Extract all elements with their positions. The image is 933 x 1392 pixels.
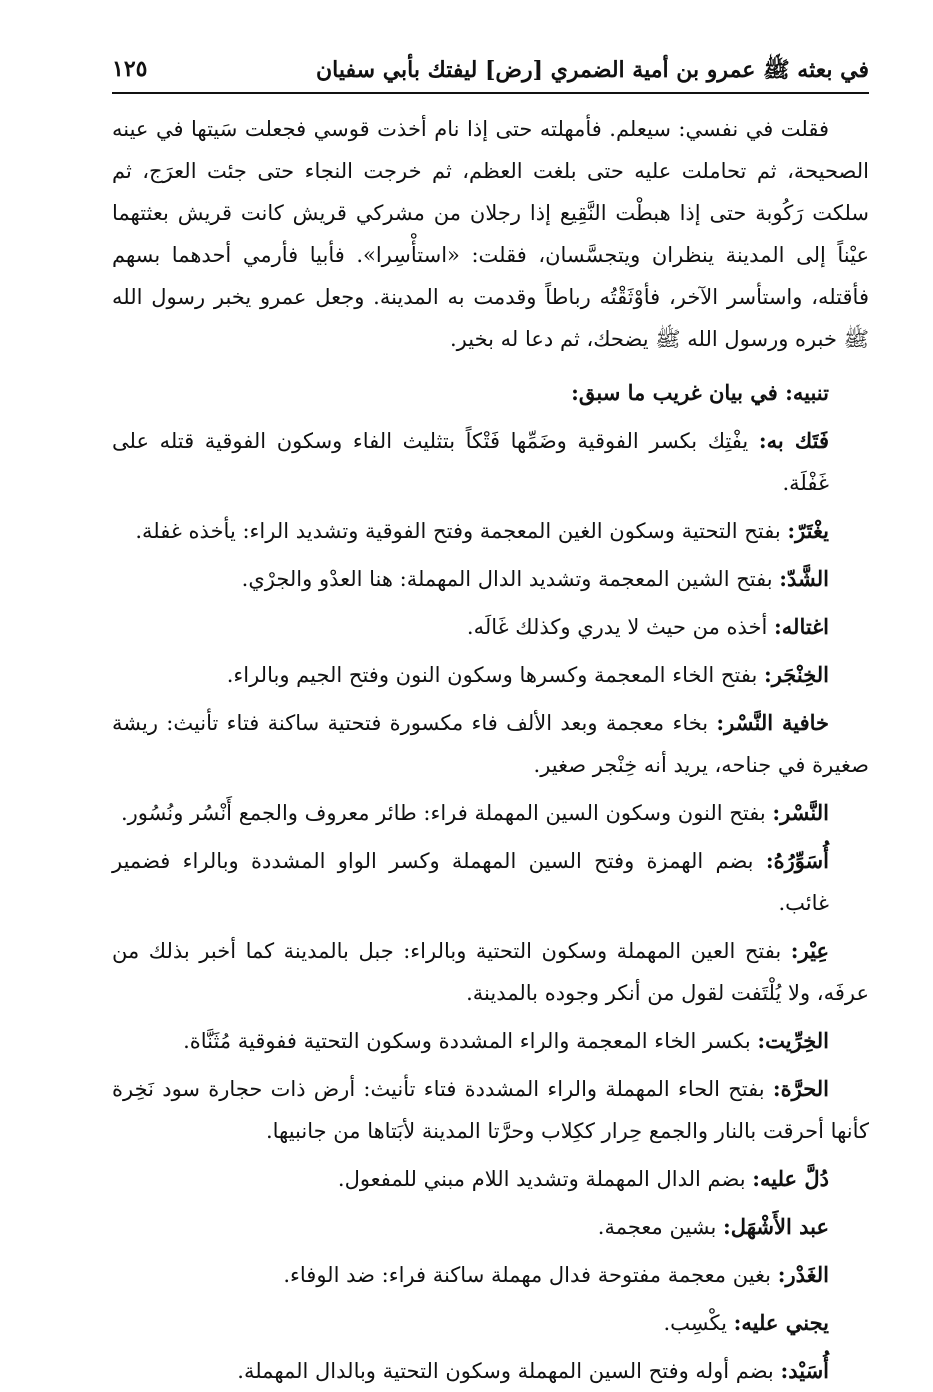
gloss-term: يجني عليه: (733, 1310, 829, 1335)
glossary-entry (112, 510, 869, 552)
gloss-term: الخِنْجَر: (763, 662, 829, 687)
gloss-definition: بضم الدال المهملة وتشديد اللام مبني للمفعول. (337, 1167, 753, 1191)
gloss-term: عِيْر: (790, 938, 829, 963)
gloss-definition: بفتح العين المهملة وسكون التحتية وبالراء: جبل بالمدينة كما أخبر بذلك من عرفَه، ولا يُلْتَفت لقول من أنكر وجوده بالمدينة. (112, 939, 869, 1005)
glossary-entry (112, 792, 869, 834)
glossary-entry (112, 1350, 869, 1392)
running-header (112, 52, 869, 94)
gloss-term: الخِرِّيت: (757, 1028, 829, 1053)
glossary-entry (112, 1254, 869, 1296)
note-heading: تنبيه: في بيان غريب ما سبق: (571, 380, 829, 405)
page-number: ١٢٥ (112, 56, 148, 82)
glossary-entry (112, 1158, 869, 1200)
glossary-entry (112, 654, 869, 696)
glossary-entry (112, 558, 869, 600)
gloss-definition: بغين معجمة مفتوحة فدال مهملة ساكنة فراء: ضد الوفاء. (283, 1263, 778, 1287)
gloss-term: دُلَّ عليه: (752, 1166, 829, 1191)
gloss-definition: بفتح الخاء المعجمة وكسرها وسكون النون وفتح الجيم وبالراء. (226, 663, 764, 687)
gloss-term: خافية النَّسْر: (716, 710, 830, 735)
chapter-title: في بعثه ﷺ عمرو بن أمية الضمري [رض] ليفتك بأبي سفيان (315, 57, 869, 83)
gloss-definition: بضم الهمزة وفتح السين المهملة وكسر الواو المشددة وبالراء فضمير غائب. (112, 849, 829, 915)
gloss-term: اغتاله: (774, 614, 829, 639)
gloss-definition: بضم أوله وفتح السين المهملة وسكون التحتية وبالدال المهملة. (237, 1359, 781, 1383)
gloss-definition: بخاء معجمة وبعد الألف فاء مكسورة فتحتية ساكنة فتاء تأنيث: ريشة صغيرة في جناحه، يريد أنه خِنْجر صغير. (112, 711, 869, 777)
narrative-paragraph: فقلت في نفسي: سيعلم. فأمهلته حتى إذا نام أخذت قوسي فجعلت سَيتها في عينه الصحيحة، ثم تحاملت عليه حتى بلغت العظم، ثم خرجت النجاء حتى جئت العرَج، ثم سلكت رَكُوبة حتى إذا هبطْت النَّقِيع إذا رجلان من مشركي قريش كانت قريش بعثتهما عيْناً إلى المدينة ينظران ويتجسَّسان، فقلت: «استأْسِرا». فأبيا فأرمي أحدهما بسهم فأقتله، واستأسر الآخر، فأوْثَقْتُه رباطاً وقدمت به المدينة. وجعل عمرو يخبر رسول الله ﷺ خبره ورسول الله ﷺ يضحك، ثم دعا له بخير. (112, 117, 869, 351)
gloss-term: الشَّدّ: (779, 566, 829, 591)
glossary-entry (112, 1302, 869, 1344)
glossary-entry (112, 606, 869, 648)
glossary-entry (112, 1020, 869, 1062)
gloss-term: أُسَيْد: (780, 1358, 829, 1383)
glossary-entry (112, 1206, 869, 1248)
glossary-entry (112, 1068, 869, 1152)
gloss-term: النَّسْر: (772, 800, 829, 825)
gloss-definition: بفتح الحاء المهملة والراء المشددة فتاء تأنيث: أرض ذات حجارة سود نَخِرة كأنها أحرقت بالنار والجمع حِرار ككِلاب وحرَّتا المدينة لأبَتاها من جانبيها. (112, 1077, 869, 1143)
gloss-definition: بشين معجمة. (597, 1215, 724, 1239)
gloss-definition: بفتح الشين المعجمة وتشديد الدال المهملة: هنا العدْو والجرْي. (241, 567, 780, 591)
gloss-term: أُسَوِّرُهُ: (765, 848, 829, 873)
gloss-definition: يكْسِب. (663, 1311, 734, 1335)
gloss-term: الغَدْر: (777, 1262, 829, 1287)
glossary-entry (112, 840, 869, 924)
gloss-definition: يفْتِك بكسر الفوقية وضَمِّها فَتْكاً بتثليث الفاء وسكون الفوقية قتله على غَفْلَة. (112, 429, 829, 495)
glossary-entry (112, 930, 869, 1014)
glossary-entry (112, 420, 869, 504)
gloss-definition: بفتح النون وسكون السين المهملة فراء: طائر معروف والجمع أَنْسُر ونُسُور. (120, 801, 773, 825)
gloss-term: فَتَك به: (758, 428, 829, 453)
gloss-definition: بكسر الخاء المعجمة والراء المشددة وسكون التحتية ففوقية مُثَنَّاة. (183, 1029, 758, 1053)
gloss-term: عبد الأَشْهَل: (723, 1214, 829, 1239)
gloss-term: يغْتَرّ: (787, 518, 829, 543)
glossary-entry (112, 702, 869, 786)
page-body (112, 108, 869, 1392)
gloss-definition: أخذه من حيث لا يدري وكذلك غَالَه. (466, 615, 775, 639)
gloss-definition: بفتح التحتية وسكون الغين المعجمة وفتح الفوقية وتشديد الراء: يأخذه غفلة. (135, 519, 788, 543)
gloss-term: الحرَّة: (772, 1076, 829, 1101)
